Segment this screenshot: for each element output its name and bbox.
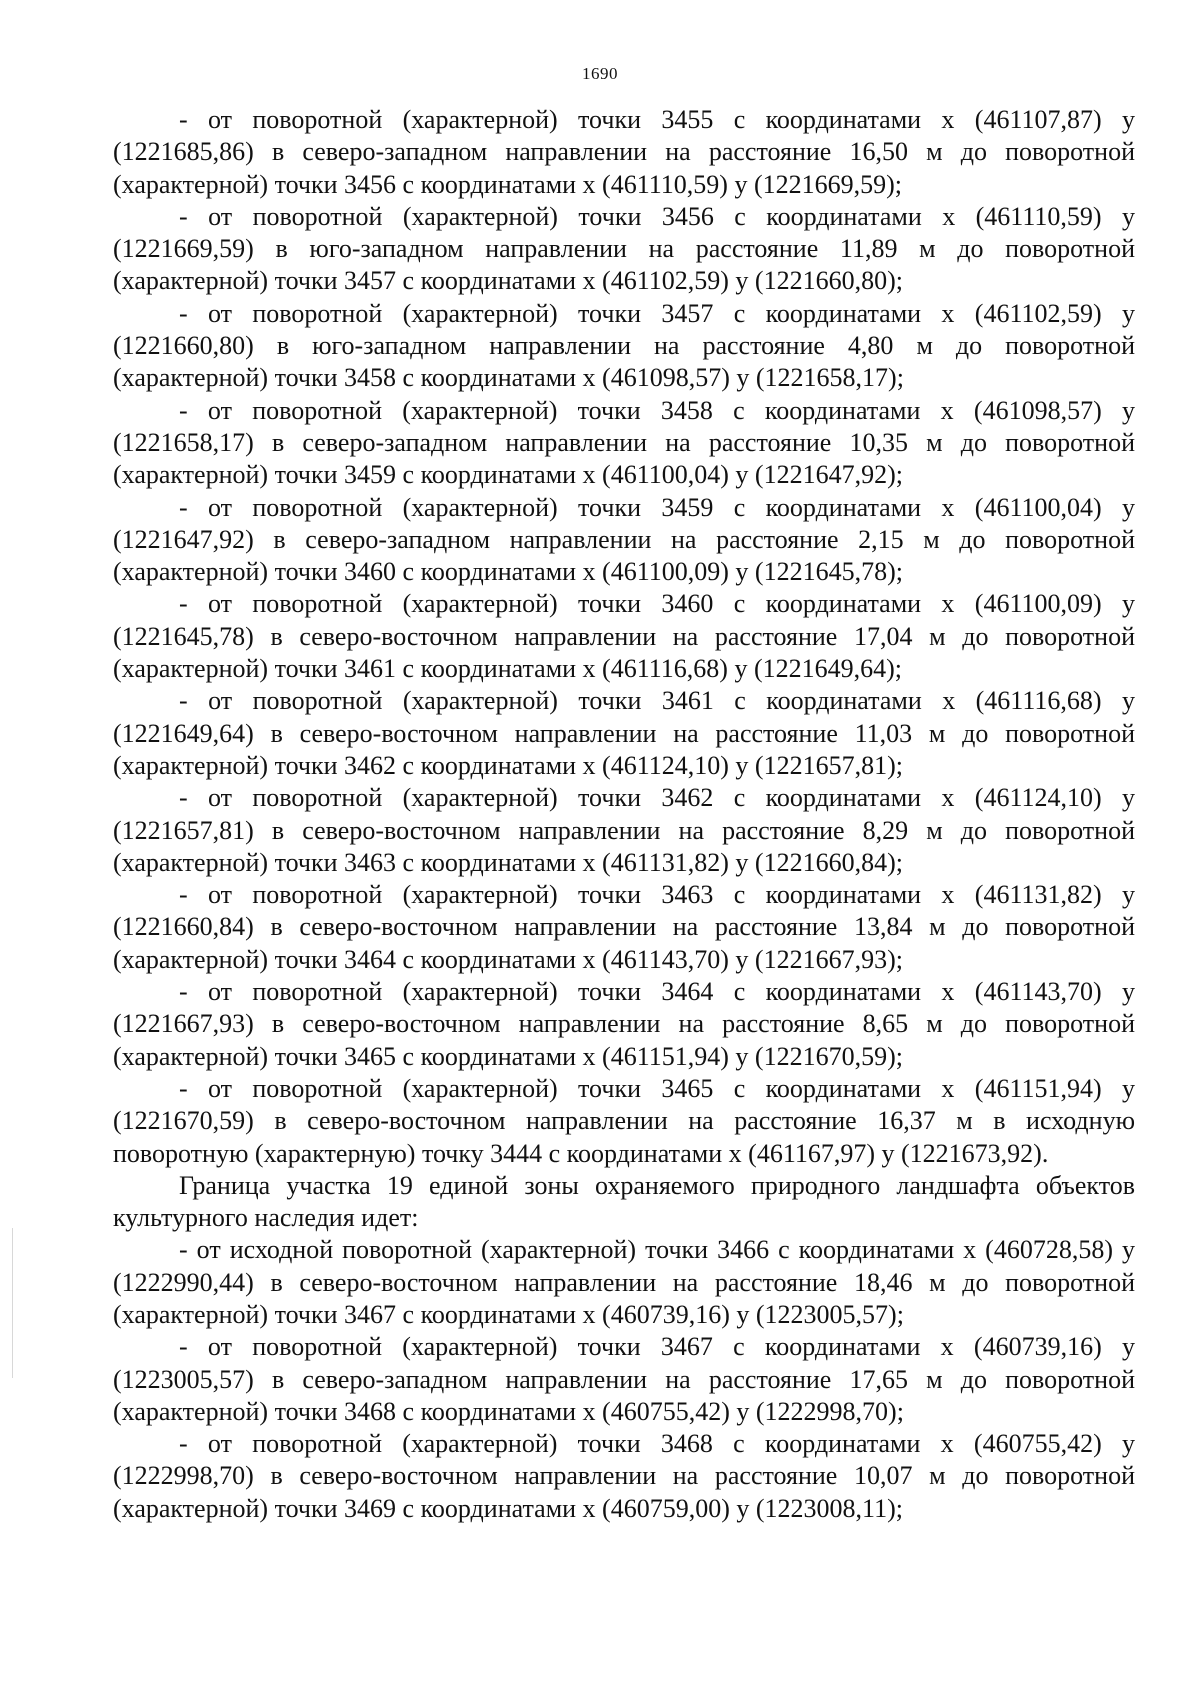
boundary-segment-3465-3444: - от поворотной (характерной) точки 3465 с координатами x (461151,94) y (1221670,59) в северо-восточном направлении на расстояние 16,37 м в исходную поворотную (характерную) точку 3444 с координатами x (461167,97) y (1221673,92). xyxy=(113,1073,1135,1168)
boundary-segment-3461-3462: - от поворотной (характерной) точки 3461 с координатами x (461116,68) y (1221649,64) в северо-восточном направлении на расстояние 11,03 м до поворотной (характерной) точки 3462 с координатами x (461124,10) y (1221657,81); xyxy=(113,686,1135,780)
boundary-segment-3467-3468: - от поворотной (характерной) точки 3467 с координатами x (460739,16) y (1223005,57) в северо-западном направлении на расстояние 17,65 м до поворотной (характерной) точки 3468 с координатами x (460755,42) y (1222998,70); xyxy=(113,1332,1135,1426)
scan-margin-line xyxy=(12,1228,13,1378)
boundary-segment-3468-3469: - от поворотной (характерной) точки 3468 с координатами x (460755,42) y (1222998,70) в северо-восточном направлении на расстояние 10,07 м до поворотной (характерной) точки 3469 с координатами x (460759,00) y (1223008,11); xyxy=(113,1429,1135,1523)
boundary-segment-3458-3459: - от поворотной (характерной) точки 3458 с координатами x (461098,57) y (1221658,17) в северо-западном направлении на расстояние 10,35 м до поворотной (характерной) точки 3459 с координатами x (461100,04) y (1221647,92); xyxy=(113,395,1135,490)
boundary-segment-3466-3467: - от исходной поворотной (характерной) точки 3466 с координатами x (460728,58) y (1222990,44) в северо-восточном направлении на расстояние 18,46 м до поворотной (характерной) точки 3467 с координатами x (460739,16) y (1223005,57); xyxy=(113,1235,1135,1329)
page-number: 1690 xyxy=(582,64,618,83)
section-heading-plot-19: Граница участка 19 единой зоны охраняемого природного ландшафта объектов культурного наследия идет: xyxy=(113,1170,1135,1233)
boundary-segment-3462-3463: - от поворотной (характерной) точки 3462 с координатами x (461124,10) y (1221657,81) в северо-восточном направлении на расстояние 8,29 м до поворотной (характерной) точки 3463 с координатами x (461131,82) y (1221660,84); xyxy=(113,783,1135,877)
boundary-segment-3455-3456: - от поворотной (характерной) точки 3455 с координатами x (461107,87) y (1221685,86) в северо-западном направлении на расстояние 16,50 м до поворотной (характерной) точки 3456 с координатами x (461110,59) y (1221669,59); xyxy=(113,105,1135,199)
boundary-segment-3464-3465: - от поворотной (характерной) точки 3464 с координатами x (461143,70) y (1221667,93) в северо-восточном направлении на расстояние 8,65 м до поворотной (характерной) точки 3465 с координатами x (461151,94) y (1221670,59); xyxy=(113,977,1135,1071)
document-body xyxy=(113,104,1135,1525)
boundary-segment-3463-3464: - от поворотной (характерной) точки 3463 с координатами x (461131,82) y (1221660,84) в северо-восточном направлении на расстояние 13,84 м до поворотной (характерной) точки 3464 с координатами x (461143,70) y (1221667,93); xyxy=(113,880,1135,974)
boundary-segment-3459-3460: - от поворотной (характерной) точки 3459 с координатами x (461100,04) y (1221647,92) в северо-западном направлении на расстояние 2,15 м до поворотной (характерной) точки 3460 с координатами x (461100,09) y (1221645,78); xyxy=(113,492,1135,587)
boundary-segment-3460-3461: - от поворотной (характерной) точки 3460 с координатами x (461100,09) y (1221645,78) в северо-восточном направлении на расстояние 17,04 м до поворотной (характерной) точки 3461 с координатами x (461116,68) y (1221649,64); xyxy=(113,589,1135,684)
boundary-segment-3456-3457: - от поворотной (характерной) точки 3456 с координатами x (461110,59) y (1221669,59) в юго-западном направлении на расстояние 11,89 м до поворотной (характерной) точки 3457 с координатами x (461102,59) y (1221660,80); xyxy=(113,201,1135,296)
boundary-segment-3457-3458: - от поворотной (характерной) точки 3457 с координатами x (461102,59) y (1221660,80) в юго-западном направлении на расстояние 4,80 м до поворотной (характерной) точки 3458 с координатами x (461098,57) y (1221658,17); xyxy=(113,298,1135,393)
